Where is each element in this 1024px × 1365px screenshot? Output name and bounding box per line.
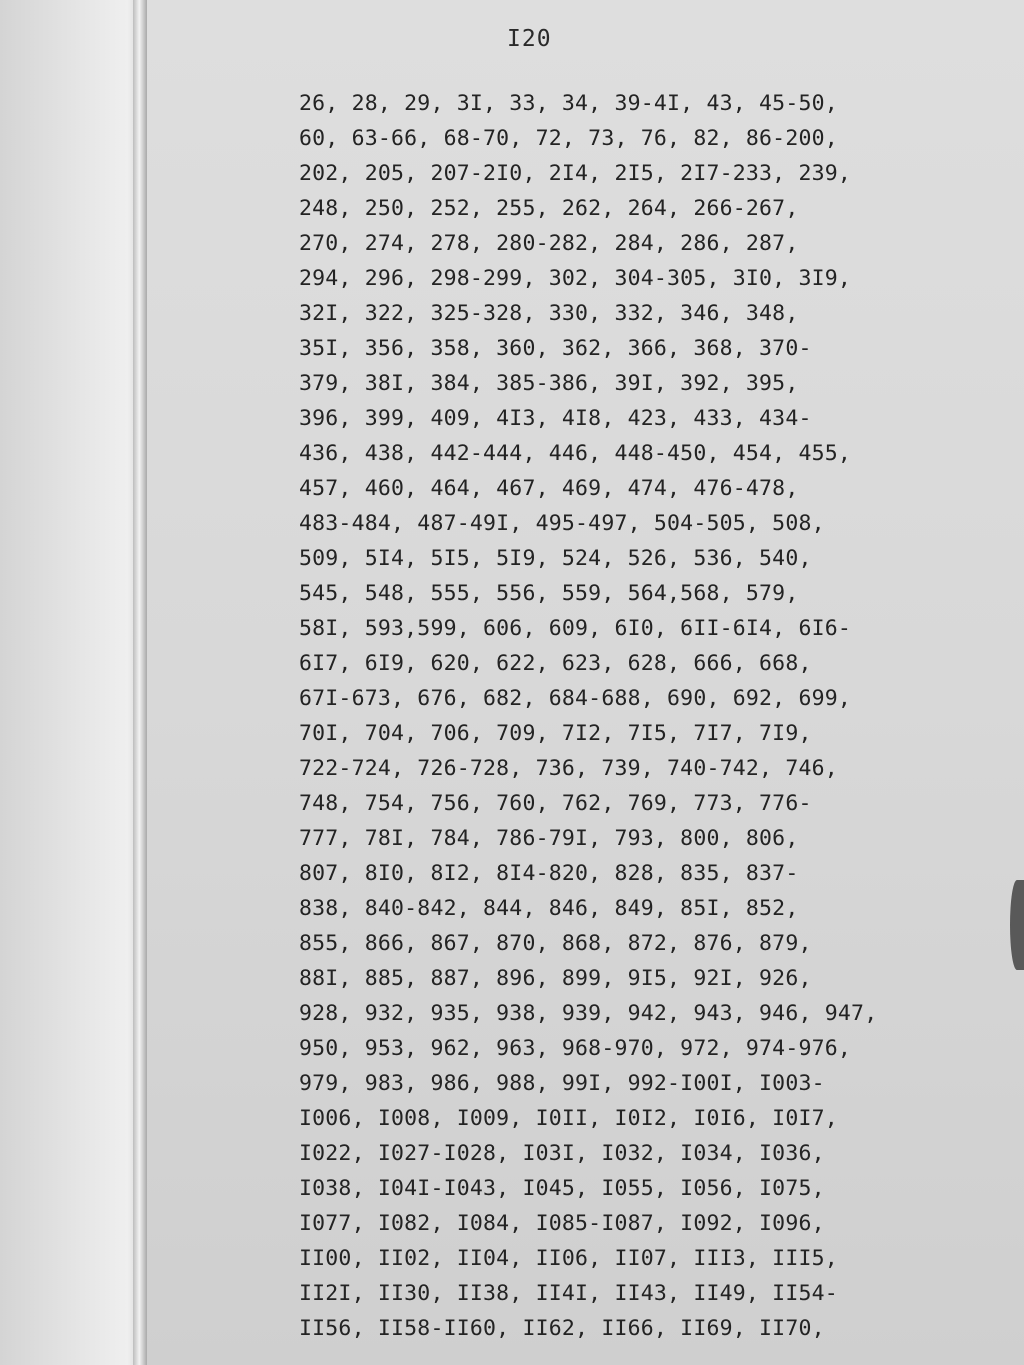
index-line: 545, 548, 555, 556, 559, 564,568, 579, — [299, 581, 799, 606]
page-number: I20 — [507, 26, 552, 52]
index-line: 88I, 885, 887, 896, 899, 9I5, 92I, 926, — [299, 966, 812, 991]
book-spine — [133, 0, 147, 1365]
index-line: I038, I04I-I043, I045, I055, I056, I075, — [299, 1176, 825, 1201]
index-line: 67I-673, 676, 682, 684-688, 690, 692, 699, — [299, 686, 852, 711]
index-line: 950, 953, 962, 963, 968-970, 972, 974-976, — [299, 1036, 852, 1061]
index-line: 855, 866, 867, 870, 868, 872, 876, 879, — [299, 931, 812, 956]
index-line: 748, 754, 756, 760, 762, 769, 773, 776- — [299, 791, 812, 816]
page-edge-shadow — [1010, 880, 1024, 970]
index-line: 60, 63-66, 68-70, 72, 73, 76, 82, 86-200, — [299, 126, 838, 151]
index-line: 457, 460, 464, 467, 469, 474, 476-478, — [299, 476, 799, 501]
index-line: 202, 205, 207-2I0, 2I4, 2I5, 2I7-233, 239, — [299, 161, 852, 186]
index-line: 35I, 356, 358, 360, 362, 366, 368, 370- — [299, 336, 812, 361]
index-line: 70I, 704, 706, 709, 7I2, 7I5, 7I7, 7I9, — [299, 721, 812, 746]
index-line: 722-724, 726-728, 736, 739, 740-742, 746, — [299, 756, 838, 781]
index-line: 6I7, 6I9, 620, 622, 623, 628, 666, 668, — [299, 651, 812, 676]
right-page — [147, 0, 1024, 1365]
index-line: 270, 274, 278, 280-282, 284, 286, 287, — [299, 231, 799, 256]
index-line: II00, II02, II04, II06, II07, III3, III5, — [299, 1246, 838, 1271]
index-line: 509, 5I4, 5I5, 5I9, 524, 526, 536, 540, — [299, 546, 812, 571]
index-line: 979, 983, 986, 988, 99I, 992-I00I, I003- — [299, 1071, 825, 1096]
index-line: 777, 78I, 784, 786-79I, 793, 800, 806, — [299, 826, 799, 851]
index-line: 248, 250, 252, 255, 262, 264, 266-267, — [299, 196, 799, 221]
index-number-list — [299, 86, 1019, 1346]
index-line: I006, I008, I009, I0II, I0I2, I0I6, I0I7, — [299, 1106, 838, 1131]
index-line: 807, 8I0, 8I2, 8I4-820, 828, 835, 837- — [299, 861, 799, 886]
index-line: II2I, II30, II38, II4I, II43, II49, II54- — [299, 1281, 838, 1306]
index-line: 436, 438, 442-444, 446, 448-450, 454, 455, — [299, 441, 852, 466]
index-line: 58I, 593,599, 606, 609, 6I0, 6II-6I4, 6I6- — [299, 616, 852, 641]
index-line: 838, 840-842, 844, 846, 849, 85I, 852, — [299, 896, 799, 921]
index-line: 32I, 322, 325-328, 330, 332, 346, 348, — [299, 301, 799, 326]
index-line: 396, 399, 409, 4I3, 4I8, 423, 433, 434- — [299, 406, 812, 431]
index-line: I077, I082, I084, I085-I087, I092, I096, — [299, 1211, 825, 1236]
left-page — [0, 0, 150, 1365]
index-line: 483-484, 487-49I, 495-497, 504-505, 508, — [299, 511, 825, 536]
index-line: 379, 38I, 384, 385-386, 39I, 392, 395, — [299, 371, 799, 396]
index-line: 294, 296, 298-299, 302, 304-305, 3I0, 3I9, — [299, 266, 852, 291]
index-line: 928, 932, 935, 938, 939, 942, 943, 946, 947, — [299, 1001, 878, 1026]
index-line: II56, II58-II60, II62, II66, II69, II70, — [299, 1316, 825, 1341]
index-line: I022, I027-I028, I03I, I032, I034, I036, — [299, 1141, 825, 1166]
index-line: 26, 28, 29, 3I, 33, 34, 39-4I, 43, 45-50, — [299, 91, 838, 116]
